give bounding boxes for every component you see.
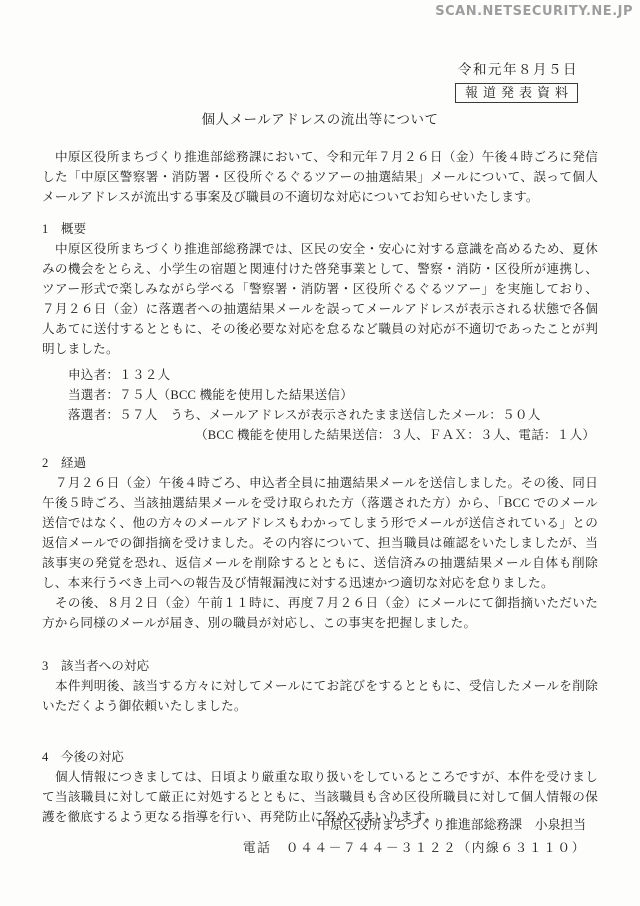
section-future-paragraph: 個人情報につきましては、日頃より厳重な取り扱いをしているところですが、本件を受けまして当該職員に対して厳正に対処するとともに、当該職員も含め区役所職員に対して個人情報の保護を徹底するよう更なる指導を行い、再発防止に努めてまいります。 [42,770,598,824]
stat-losers: 落選者：５７人 うち、メールアドレスが表示されたまま送信したメール：５０人 [68,408,541,422]
watermark: SCAN.NETSECURITY.NE.JP [435,4,633,19]
section-heading-response-to-affected: 3 該当者への対応 [42,659,150,673]
section-response-paragraph: 本件判明後、該当する方々に対してメールにてお詫びをするとともに、受信したメールを削除いただくよう御依頼いたしました。 [42,679,598,713]
section-overview-paragraph: 中原区役所まちづくり推進部総務課では、区民の安全・安心に対する意識を高めるため、夏休みの機会をとらえ、小学生の宿題と関連付けた啓発事業として、警察・消防・区役所が連携し、ツアー形式で楽しみながら学べる「警察署・消防署・区役所ぐるぐるツアー」を実施しており、７月２６日（金）に落選者への抽選結果メールを誤ってメールアドレスが表示される状態で各個人あてに送付するとともに、その後必要な対応を怠るなど職員の対応が不適切であったことが判明しました。 [42,242,598,356]
section-timeline-paragraph-1: ７月２６日（金）午後４時ごろ、申込者全員に抽選結果メールを送信しました。その後、同日午後５時ごろ、当該抽選結果メールを受け取られた方（落選された方）から、「BCC でのメール送信ではなく、他の方々のメールアドレスもわかってしまう形でメールが送信されている」との返信メールでの御指摘を受けました。その内容について、担当職員は確認をいたしましたが、当該事実の発覚を恐れ、返信メールを削除するとともに、送信済みの抽選結果メール自体も削除し、本来行うべき上司への報告及び情報漏洩に対する迅速かつ適切な対応を怠りました。 [42,476,598,590]
press-release-stamp: 報道発表資料 [455,83,578,103]
contact-department: 中原区役所まちづくり推進部総務課 小泉担当 [317,818,586,832]
contact-block [243,814,586,860]
document-date: 令和元年８月５日 [458,62,578,77]
statistics-block [42,365,598,445]
section-heading-timeline: 2 経過 [42,456,87,470]
section-heading-future-measures: 4 今後の対応 [42,750,124,764]
section-heading-overview: 1 概要 [42,222,87,236]
stat-winners: 当選者：７５人（BCC 機能を使用した結果送信） [68,388,354,402]
contact-phone: 電話 ０４４－７４４－３１２２（内線６３１１０） [242,841,586,855]
intro-paragraph: 中原区役所まちづくり推進部総務課において、令和元年７月２６日（金）午後４時ごろに発信した「中原区警察署・消防署・区役所ぐるぐるツアーの抽選結果」メールについて、誤って個人メールアドレスが流出する事案及び職員の不適切な対応についてお知らせいたします。 [42,150,598,204]
stat-losers-breakdown: （BCC 機能を使用した結果送信：３人、ＦＡＸ：３人、電話：１人） [195,428,596,442]
section-timeline-paragraph-2: その後、８月２日（金）午前１１時に、再度７月２６日（金）にメールにて御指摘いただいた方から同様のメールが届き、別の職員が対応し、この事実を把握しました。 [42,596,598,630]
stat-applicants: 申込者：１３２人 [68,368,171,382]
document-title: 個人メールアドレスの流出等について [201,112,439,127]
